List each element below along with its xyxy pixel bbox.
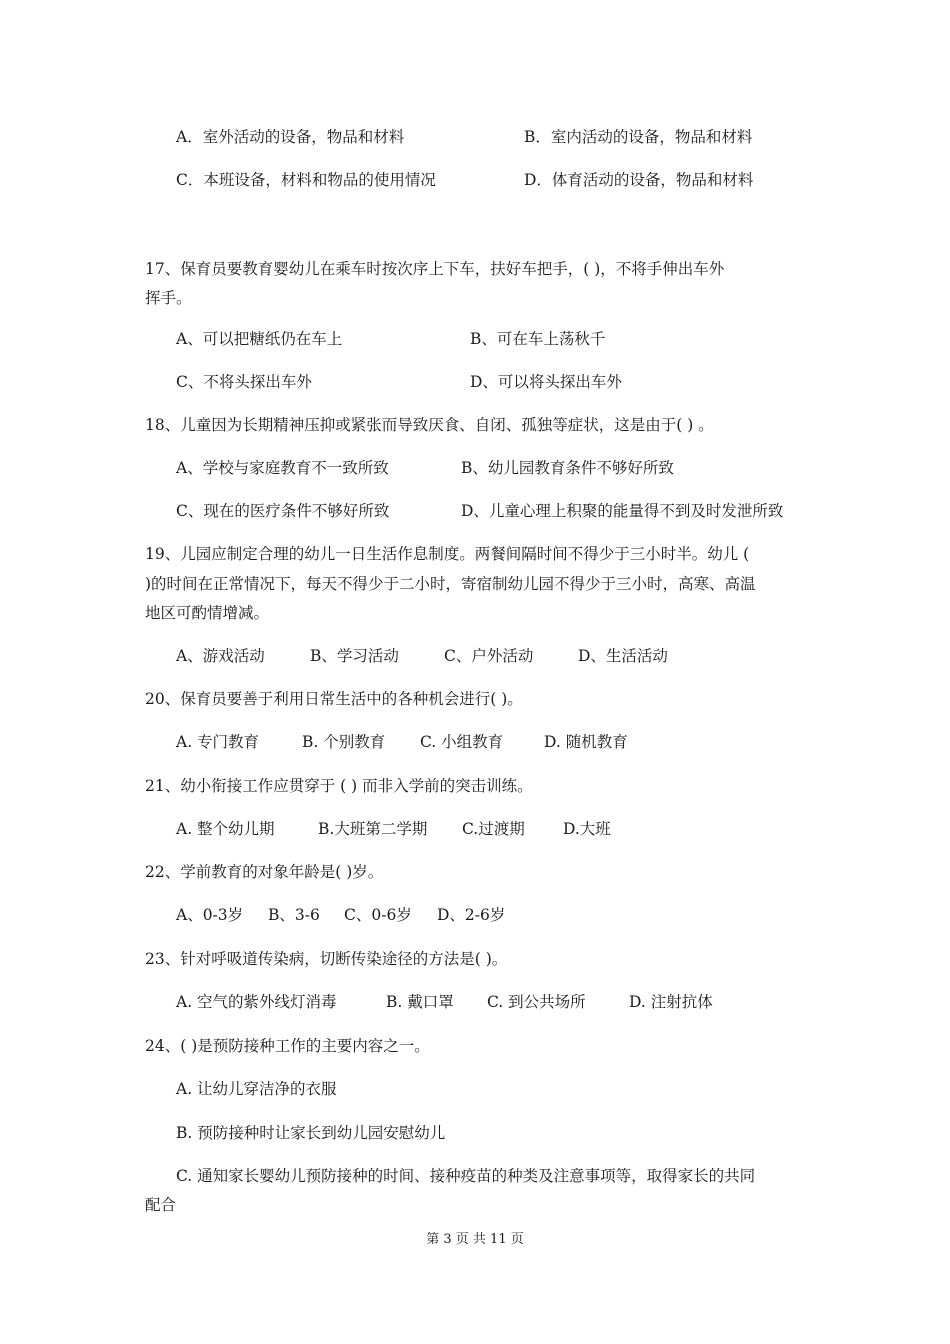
q19-option-b: B、学习活动 — [310, 647, 399, 665]
q17-text-line-2: 挥手。 — [145, 289, 192, 307]
q17-option-c: C、不将头探出车外 — [176, 373, 312, 391]
q17-option-d: D、可以将头探出车外 — [470, 373, 622, 391]
q20-option-c: C. 小组教育 — [420, 733, 504, 751]
q19-text-line-1: 19、儿园应制定合理的幼儿一日生活作息制度。两餐间隔时间不得少于三小时半。幼儿 ( — [145, 545, 750, 563]
q18-option-d: D、儿童心理上积聚的能量得不到及时发泄所致 — [461, 502, 784, 520]
q24-text-line-1: 24、( )是预防接种工作的主要内容之一。 — [145, 1037, 430, 1055]
q21-option-d: D.大班 — [563, 820, 611, 838]
q24-option-c-line-2: 配合 — [145, 1196, 177, 1214]
q16-option-d: D．体育活动的设备，物品和材料 — [524, 171, 754, 189]
q17-text-line-1: 17、保育员要教育婴幼儿在乘车时按次序上下车，扶好车把手，( )，不将手伸出车外 — [145, 260, 725, 278]
q18-option-c: C、现在的医疗条件不够好所致 — [176, 502, 390, 520]
q18-text-line-1: 18、儿童因为长期精神压抑或紧张而导致厌食、自闭、孤独等症状，这是由于( ) 。 — [145, 416, 714, 434]
q22-option-b: B、3-6 — [268, 906, 320, 924]
q21-option-b: B.大班第二学期 — [318, 820, 428, 838]
q22-option-c: C、0-6岁 — [344, 906, 412, 924]
q22-option-d: D、2-6岁 — [437, 906, 506, 924]
q23-option-a: A. 空气的紫外线灯消毒 — [176, 993, 337, 1011]
q20-option-b: B. 个别教育 — [302, 733, 386, 751]
q24-option-b: B. 预防接种时让家长到幼儿园安慰幼儿 — [176, 1124, 446, 1142]
q17-option-b: B、可在车上荡秋千 — [470, 330, 606, 348]
q21-text-line-1: 21、幼小衔接工作应贯穿于 ( ) 而非入学前的突击训练。 — [145, 777, 533, 795]
q19-option-d: D、生活活动 — [578, 647, 668, 665]
q17-option-a: A、可以把糖纸仍在车上 — [176, 330, 343, 348]
q19-text-line-3: 地区可酌情增减。 — [145, 604, 270, 622]
q20-option-a: A. 专门教育 — [176, 733, 260, 751]
q23-option-b: B. 戴口罩 — [386, 993, 454, 1011]
q22-option-a: A、0-3岁 — [176, 906, 244, 924]
q20-option-d: D. 随机教育 — [544, 733, 628, 751]
q16-option-a: A．室外活动的设备，物品和材料 — [176, 128, 405, 146]
q19-text-line-2: )的时间在正常情况下，每天不得少于二小时，寄宿制幼儿园不得少于三小时，高寒、高温 — [145, 575, 756, 593]
q23-option-c: C. 到公共场所 — [487, 993, 586, 1011]
q16-option-c: C．本班设备，材料和物品的使用情况 — [176, 171, 436, 189]
q21-option-a: A. 整个幼儿期 — [176, 820, 275, 838]
q18-option-b: B、幼儿园教育条件不够好所致 — [461, 459, 674, 477]
q22-text-line-1: 22、学前教育的对象年龄是( )岁。 — [145, 863, 384, 881]
q24-option-c-line-1: C. 通知家长婴幼儿预防接种的时间、接种疫苗的种类及注意事项等，取得家长的共同 — [176, 1167, 756, 1185]
q23-text-line-1: 23、针对呼吸道传染病，切断传染途径的方法是( )。 — [145, 950, 508, 968]
q19-option-c: C、户外活动 — [444, 647, 534, 665]
q18-option-a: A、学校与家庭教育不一致所致 — [176, 459, 389, 477]
q16-option-b: B．室内活动的设备，物品和材料 — [524, 128, 753, 146]
q20-text-line-1: 20、保育员要善于利用日常生活中的各种机会进行( )。 — [145, 690, 523, 708]
q23-option-d: D. 注射抗体 — [629, 993, 713, 1011]
page-footer: 第 3 页 共 11 页 — [426, 1232, 524, 1247]
q21-option-c: C.过渡期 — [462, 820, 525, 838]
q19-option-a: A、游戏活动 — [176, 647, 265, 665]
q24-option-a: A. 让幼儿穿洁净的衣服 — [176, 1080, 337, 1098]
